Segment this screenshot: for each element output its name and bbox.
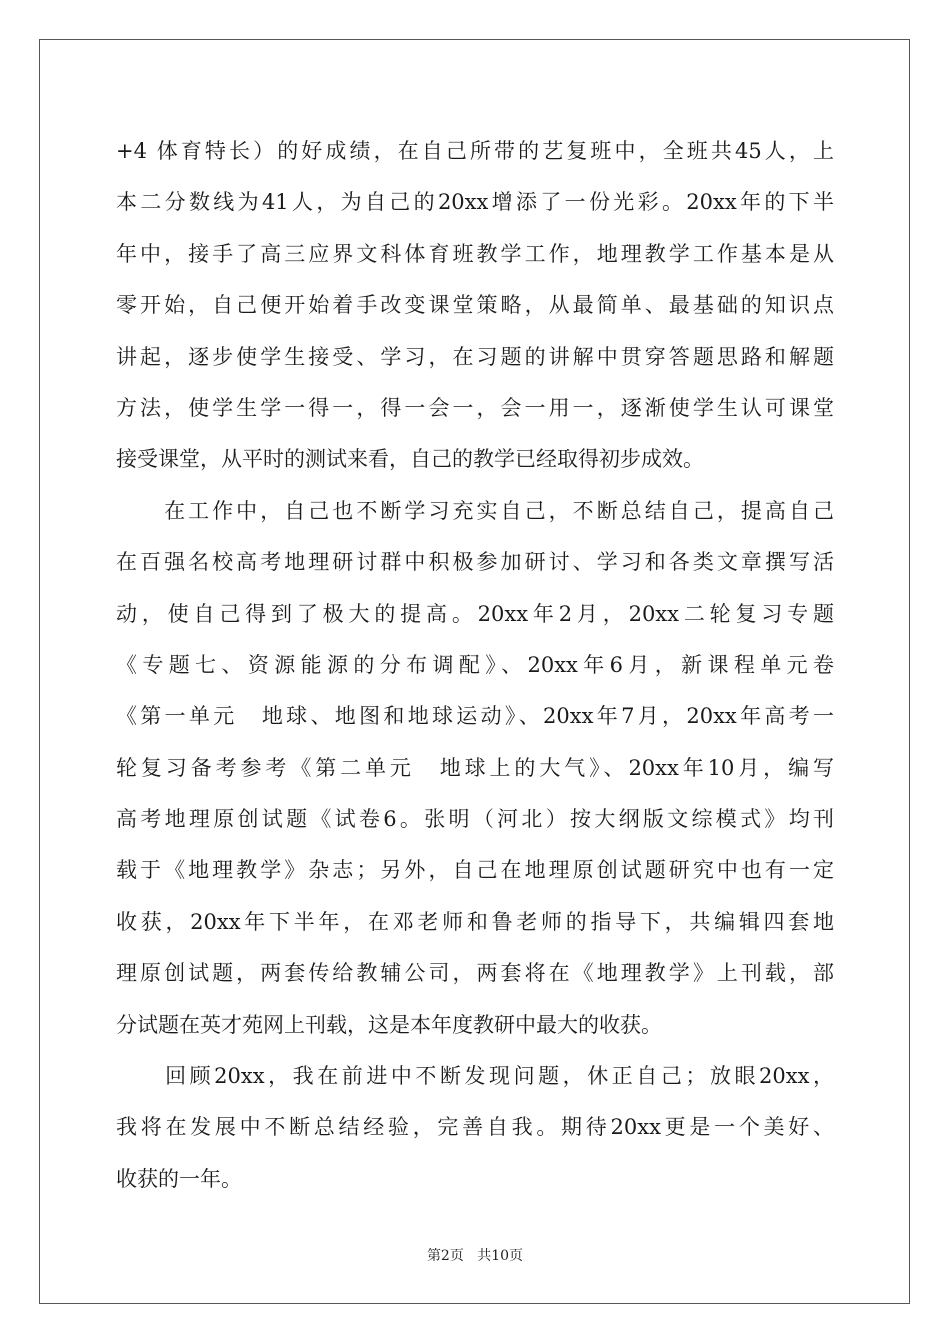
text-line: 《第一单元 地球、地图和地球运动》、20xx年7月，20xx年高考一 [116,704,834,729]
text-line: +4 体育特长）的好成绩，在自己所带的艺复班中，全班共45人，上 [116,139,834,163]
paragraph-3 [116,1051,834,1205]
text-line: 接受课堂，从平时的测试来看，自己的教学已经取得初步成效。 [116,447,704,472]
paragraph-1 [116,126,834,486]
text-line: 收获，20xx年下半年，在邓老师和鲁老师的指导下，共编辑四套地 [116,909,834,934]
text-line: 收获的一年。 [116,1166,242,1191]
page-footer [0,1245,950,1265]
text-line: 在工作中，自己也不断学习充实自己，不断总结自己，提高自己 [116,498,834,523]
text-line: 高考地理原创试题《试卷6。张明（河北）按大纲版文综模式》均刊 [116,807,834,832]
text-line: 理原创试题，两套传给教辅公司，两套将在《地理教学》上刊载，部 [116,961,834,986]
text-line: 讲起，逐步使学生接受、学习，在习题的讲解中贯穿答题思路和解题 [116,344,834,369]
text-line: 动，使自己得到了极大的提高。20xx年2月，20xx二轮复习专题 [116,601,834,626]
text-line: 轮复习备考参考《第二单元 地球上的大气》、20xx年10月，编写 [116,755,834,780]
text-line: 本二分数线为41人，为自己的20xx增添了一份光彩。20xx年的下半 [116,190,834,215]
text-line: 零开始，自己便开始着手改变课堂策略，从最简单、最基础的知识点 [116,293,834,318]
page-total: 共10页 [477,1248,524,1264]
text-line: 在百强名校高考地理研讨群中积极参加研讨、学习和各类文章撰写活 [116,550,834,575]
text-line: 年中，接手了高三应界文科体育班教学工作，地理教学工作基本是从 [116,241,834,266]
text-line: 我将在发展中不断总结经验，完善自我。期待20xx更是一个美好、 [116,1115,834,1140]
paragraph-2 [116,486,834,1051]
page-number: 第2页 [426,1248,464,1264]
text-line: 方法，使学生学一得一，得一会一，会一用一，逐渐使学生认可课堂 [116,395,834,420]
text-line: 载于《地理教学》杂志；另外，自己在地理原创试题研究中也有一定 [116,858,834,883]
text-line: 分试题在英才苑网上刊载，这是本年度教研中最大的收获。 [116,1012,662,1037]
text-line: 《专题七、资源能源的分布调配》、20xx年6月，新课程单元卷 [116,652,834,677]
document-body [116,126,834,1205]
text-line: 回顾20xx，我在前进中不断发现问题，休正自己；放眼20xx， [116,1064,834,1089]
